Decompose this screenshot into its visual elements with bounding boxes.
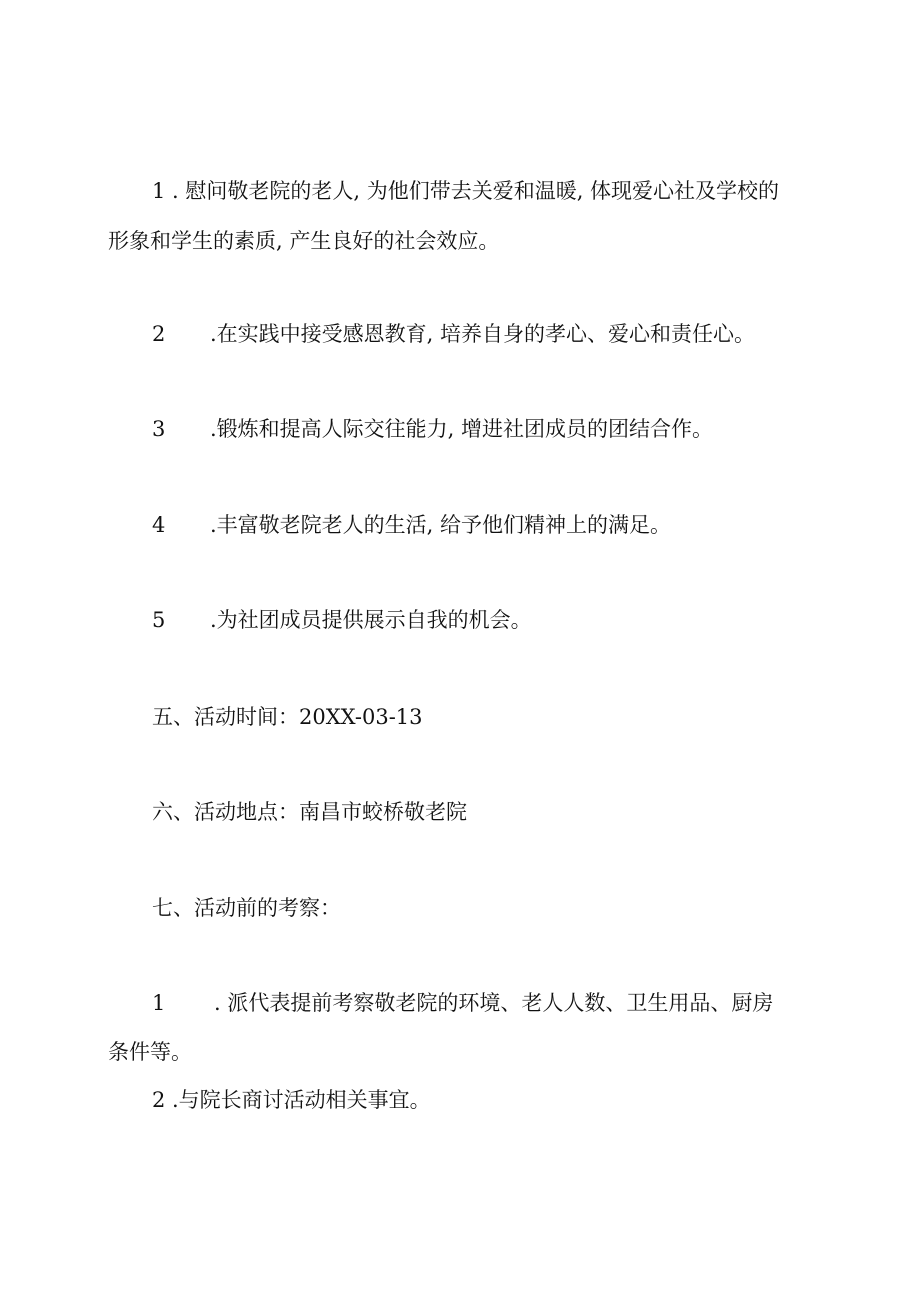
item-text: . 慰问敬老院的老人, 为他们带去关爱和温暖, 体现爱心社及学校的 xyxy=(172,179,780,203)
item-number: 1 xyxy=(152,991,166,1015)
list-item-3 xyxy=(152,414,713,444)
item-text-continued: 条件等。 xyxy=(108,1040,192,1064)
survey-item-2 xyxy=(152,1085,431,1115)
item-text: .为社团成员提供展示自我的机会。 xyxy=(210,608,532,632)
section-place: 六、活动地点：南昌市蛟桥敬老院 xyxy=(152,800,467,824)
item-number: 5 xyxy=(152,608,166,632)
item-text: .锻炼和提高人际交往能力, 增进社团成员的团结合作。 xyxy=(210,417,714,441)
list-item-4 xyxy=(152,510,671,540)
item-text: .与院长商讨活动相关事宜。 xyxy=(172,1088,431,1112)
survey-item-1-continued xyxy=(108,1037,192,1067)
item-text: . 派代表提前考察敬老院的环境、老人人数、卫生用品、厨房 xyxy=(214,991,774,1015)
item-number: 2 xyxy=(152,322,166,346)
item-text-continued: 形象和学生的素质, 产生良好的社会效应。 xyxy=(108,229,500,253)
list-item-2 xyxy=(152,319,755,349)
item-number: 1 xyxy=(152,179,166,203)
section-survey-heading: 七、活动前的考察： xyxy=(152,896,341,920)
survey-item-1 xyxy=(152,988,773,1018)
item-text: .在实践中接受感恩教育, 培养自身的孝心、爱心和责任心。 xyxy=(210,322,756,346)
item-number: 2 xyxy=(152,1088,166,1112)
list-item-5 xyxy=(152,605,532,635)
item-text: .丰富敬老院老人的生活, 给予他们精神上的满足。 xyxy=(210,513,672,537)
item-number: 3 xyxy=(152,417,166,441)
section-time: 五、活动时间：20XX-03-13 xyxy=(152,705,423,729)
list-item-1-continued xyxy=(108,226,499,256)
item-number: 4 xyxy=(152,513,166,537)
list-item-1 xyxy=(152,176,779,206)
